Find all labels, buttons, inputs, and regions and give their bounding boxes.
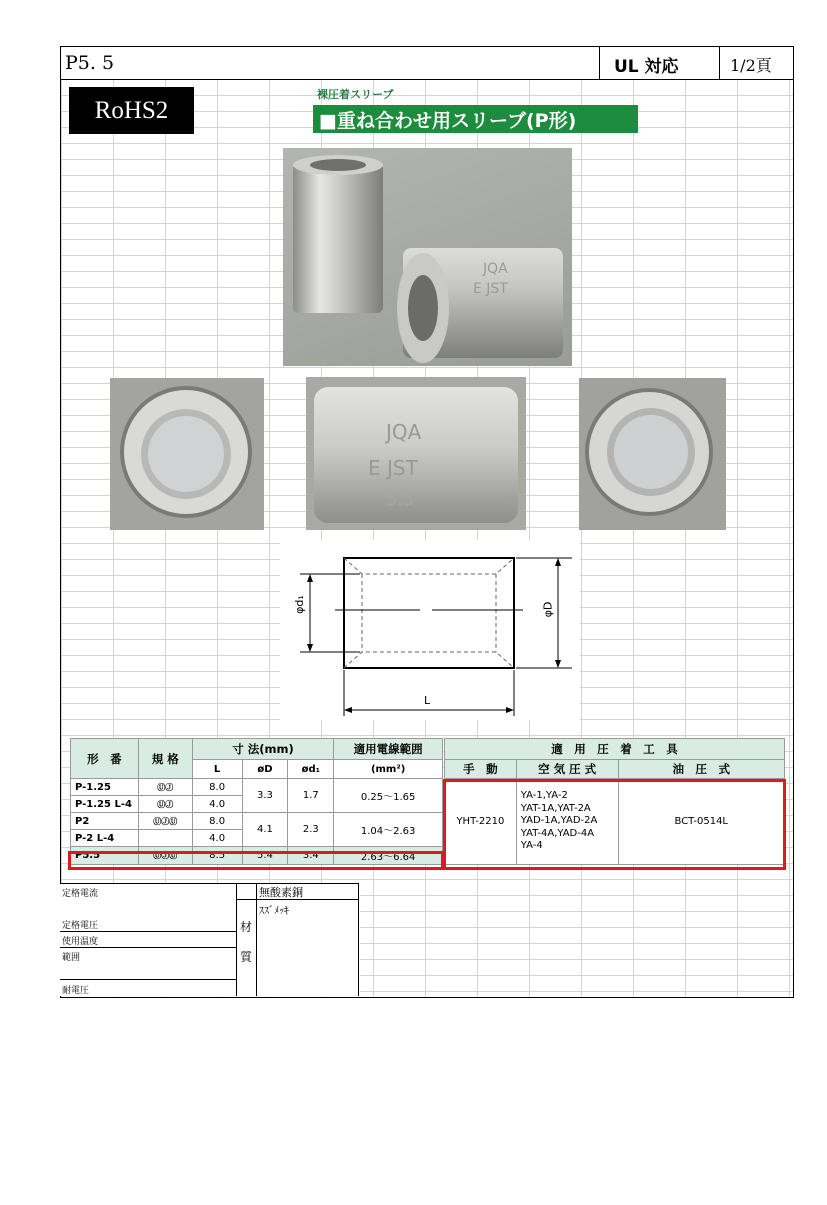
- outer-diameter-cell: 5.4: [242, 847, 288, 865]
- rated-voltage-label: 定格電圧: [62, 921, 99, 931]
- standard-marks: ⓊⒿ: [138, 779, 192, 796]
- header-tools: 適 用 圧 着 工 具: [445, 739, 785, 760]
- inner-diameter-cell: 2.3: [288, 813, 334, 847]
- standard-marks: ⓊⒿⓊ: [138, 847, 192, 865]
- side-marking-1: JQA: [386, 420, 422, 444]
- label-D: φD: [541, 601, 555, 618]
- product-title: ■重ね合わせ用スリーブ(P形): [313, 105, 638, 133]
- model-cell-highlighted: P5.5: [71, 847, 139, 865]
- rated-current-label: 定格電流: [62, 889, 99, 899]
- header-D: øD: [242, 760, 288, 779]
- length-cell: 8.0: [192, 779, 242, 796]
- side-marking-3: 5.5: [386, 489, 415, 510]
- wire-range-cell: 2.63～6.64: [334, 847, 443, 865]
- header-part-cell: [61, 47, 599, 80]
- withstand-voltage-label: 耐電圧: [62, 986, 90, 996]
- material-value-copper: 無酸素銅: [259, 886, 303, 899]
- material-label-2: 質: [240, 950, 253, 964]
- pneumatic-tool: YA-1,YA-2: [520, 790, 568, 802]
- main-marking-2: E JST: [473, 281, 508, 297]
- outer-diameter-cell: 3.3: [242, 779, 288, 813]
- model-cell: P2: [71, 813, 139, 830]
- header-model: 形 番: [71, 739, 139, 779]
- pneumatic-tool: YAD-1A,YAD-2A: [520, 815, 598, 827]
- material-value-plating: ｽｽﾞﾒｯｷ: [259, 906, 289, 917]
- spec-table: [70, 738, 443, 865]
- label-d1: φd₁: [292, 595, 306, 614]
- length-cell: 8.0: [192, 813, 242, 830]
- temperature-range-label: 範囲: [62, 953, 81, 963]
- header-wire-unit: (mm²): [334, 760, 443, 779]
- pneumatic-tool: YAT-1A,YAT-2A: [520, 802, 591, 814]
- wire-range-cell: 1.04～2.63: [334, 813, 443, 847]
- photo-end-view-left: [110, 378, 264, 530]
- rohs-label: RoHS2: [69, 87, 194, 134]
- standard-marks: ⓊⒿⓊ: [138, 813, 192, 830]
- model-cell: P-1.25: [71, 779, 139, 796]
- side-marking-2: E JST: [368, 456, 418, 480]
- photo-end-view-right: [579, 378, 726, 530]
- properties-block: [60, 883, 360, 996]
- header-manual: 手 動: [445, 760, 517, 779]
- header-ul-cell: [599, 47, 719, 80]
- standard-marks: ⓊⒿ: [138, 796, 192, 813]
- part-number: P5. 5: [65, 52, 115, 74]
- header-pneumatic: 空 気 圧 式: [516, 760, 618, 779]
- header-dimensions: 寸 法(mm): [192, 739, 334, 760]
- header-page-cell: [719, 47, 794, 80]
- page-number: 1/2頁: [730, 56, 772, 75]
- header-hydraulic: 油 圧 式: [618, 760, 784, 779]
- photo-side-view: [306, 377, 526, 530]
- header-L: L: [192, 760, 242, 779]
- product-category: 裸圧着スリーブ: [317, 88, 394, 101]
- wire-range-cell: 0.25～1.65: [334, 779, 443, 813]
- standard-marks: [138, 830, 192, 847]
- model-cell: P-2 L-4: [71, 830, 139, 847]
- length-cell: 4.0: [192, 830, 242, 847]
- inner-diameter-cell: 1.7: [288, 779, 334, 813]
- outer-diameter-cell: 4.1: [242, 813, 288, 847]
- product-photo-main: [283, 148, 572, 366]
- manual-tool: YHT-2210: [445, 779, 517, 865]
- material-label-1: 材: [240, 920, 253, 934]
- inner-diameter-cell: 3.4: [288, 847, 334, 865]
- ul-label: UL 対応: [614, 57, 679, 77]
- highlight-tools: [443, 779, 786, 870]
- temperature-label: 使用温度: [62, 937, 99, 947]
- highlight-p55-row: [68, 851, 444, 870]
- length-cell: 8.5: [192, 847, 242, 865]
- hydraulic-tool: BCT-0514L: [618, 779, 784, 865]
- label-L: L: [424, 694, 431, 707]
- model-cell: P-1.25 L-4: [71, 796, 139, 813]
- header-wire-range: 適用電線範囲: [334, 739, 443, 760]
- pneumatic-tool: YAT-4A,YAD-4A: [520, 827, 595, 839]
- dimension-drawing: [280, 540, 580, 720]
- main-marking-1: JQA: [483, 261, 508, 277]
- header-d1: ød₁: [288, 760, 334, 779]
- header-standard: 規 格: [138, 739, 192, 779]
- length-cell: 4.0: [192, 796, 242, 813]
- pneumatic-tool: YA-4: [520, 840, 543, 852]
